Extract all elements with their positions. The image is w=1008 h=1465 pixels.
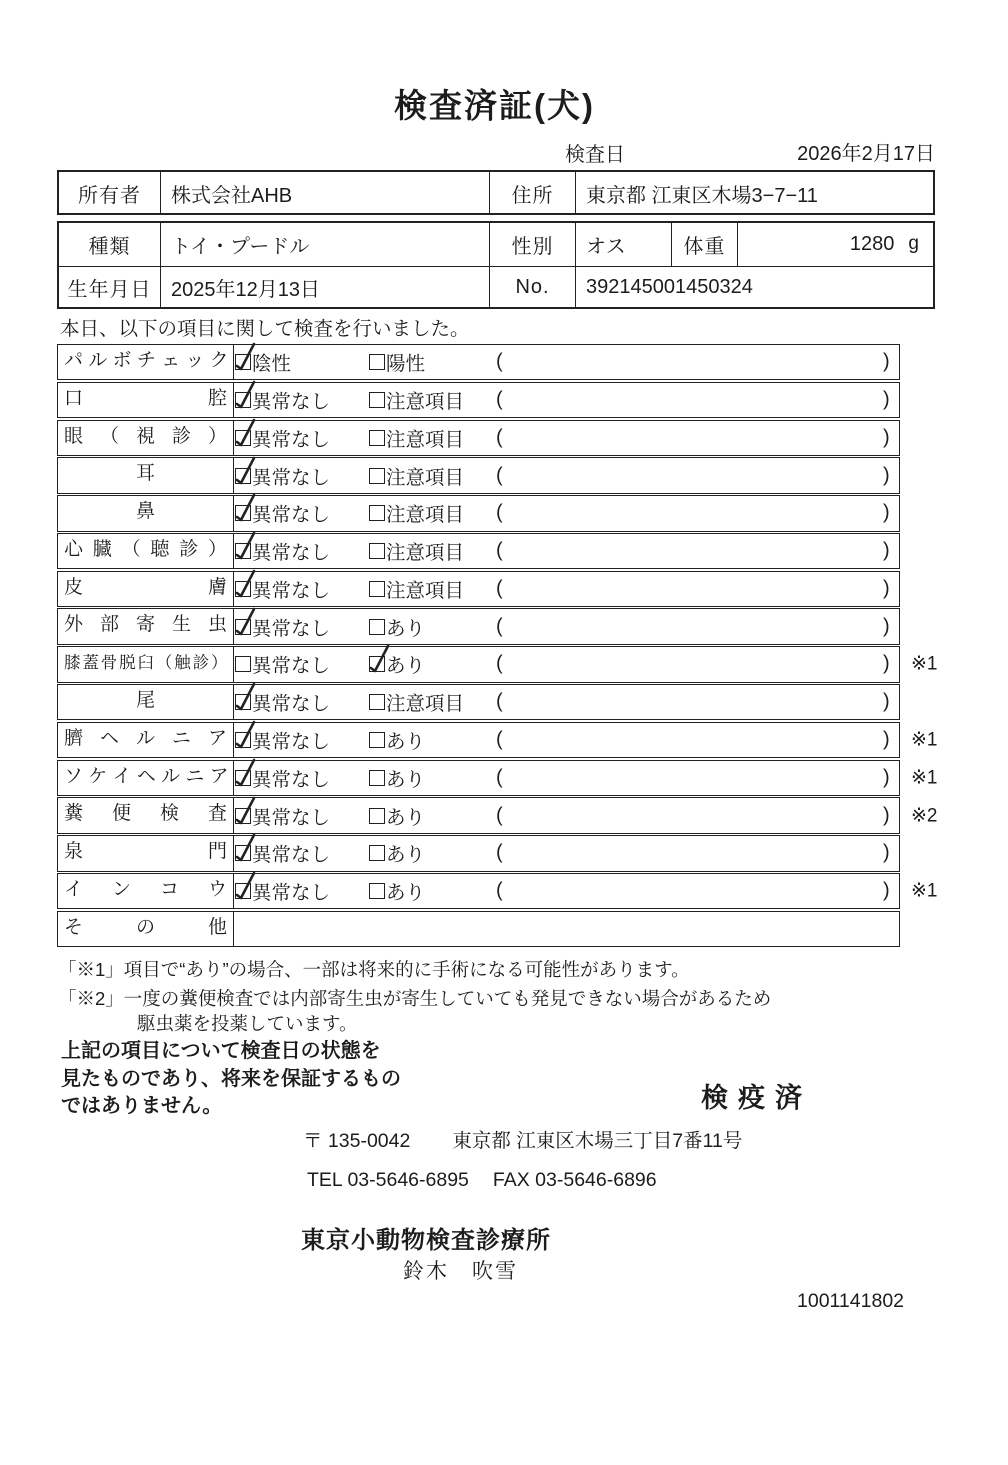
checklist-option	[235, 348, 291, 376]
row-note-marker: ※2	[911, 805, 938, 827]
checkbox-checked	[235, 505, 251, 521]
checklist-option-label: 陰性	[252, 353, 292, 376]
paren-close: )	[883, 804, 890, 827]
checklist-option	[369, 348, 425, 376]
examiner-name: 鈴木 吹雪	[403, 1260, 518, 1283]
checklist-option-label: あり	[386, 655, 426, 678]
checklist-option-label: 陽性	[386, 353, 426, 376]
footnote-1: 「※1」項目で“あり”の場合、一部は将来的に手術になる可能性があります。	[58, 959, 690, 980]
owner-value: 株式会社AHB	[160, 172, 489, 215]
checkbox-checked	[369, 656, 385, 672]
address-label: 住所	[489, 172, 575, 215]
exam-date-value: 2026年2月17日	[797, 143, 935, 165]
checklist-table	[57, 344, 938, 949]
checkbox-checked	[235, 392, 251, 408]
checklist-option-label: 異常なし	[252, 617, 331, 640]
checkbox-checked	[235, 732, 251, 748]
paren-close: )	[883, 690, 890, 713]
checklist-option	[235, 726, 330, 754]
checkbox-checked	[235, 430, 251, 446]
checklist-row	[57, 722, 938, 758]
paren-open: (	[496, 766, 503, 789]
checklist-option-label: 注意項目	[386, 579, 465, 602]
owner-row	[59, 172, 933, 215]
paren-open: (	[496, 879, 503, 902]
weight-number: 1280	[849, 232, 895, 255]
row-note-marker: ※1	[911, 653, 938, 675]
birth-value: 2025年12月13日	[160, 267, 489, 310]
paren-close: )	[883, 615, 890, 638]
paren-open: (	[496, 652, 503, 675]
checklist-option-label: 異常なし	[252, 579, 331, 602]
checklist-row	[57, 684, 900, 720]
checklist-item-label: 膝蓋骨脱臼（触診）	[58, 647, 234, 681]
checklist-option	[235, 575, 330, 603]
clinic-phone-line	[307, 1169, 657, 1192]
checkbox-unchecked	[369, 430, 385, 446]
checklist-row	[57, 382, 900, 418]
paren-open: (	[496, 350, 503, 373]
checkbox-unchecked	[369, 732, 385, 748]
checklist-option	[235, 537, 330, 565]
checklist-option	[235, 424, 330, 452]
checklist-item-label: 鼻	[58, 496, 234, 530]
checklist-item-label: パ ル ボ チ ェ ッ ク	[58, 345, 234, 379]
checkbox-checked	[235, 808, 251, 824]
checklist-row	[57, 873, 938, 909]
checklist-row	[57, 835, 900, 871]
checklist-option-label: 注意項目	[386, 390, 465, 413]
checklist-option-label: 異常なし	[252, 768, 331, 791]
checklist-option	[369, 499, 464, 527]
checkbox-unchecked	[369, 694, 385, 710]
weight-label: 体重	[671, 223, 737, 266]
checklist-option-label: あり	[386, 617, 426, 640]
breed-value: トイ・プードル	[160, 223, 489, 266]
checkbox-unchecked	[369, 619, 385, 635]
paren-close: )	[883, 501, 890, 524]
checklist-option	[235, 688, 330, 716]
checklist-row	[57, 533, 900, 569]
clinic-address: 東京都 江東区木場三丁目7番11号	[452, 1130, 743, 1152]
birth-row	[59, 266, 933, 310]
checklist-option-label: あり	[386, 731, 426, 753]
checklist-option-label: 異常なし	[252, 655, 331, 678]
checklist-row	[57, 457, 900, 493]
owner-label: 所有者	[78, 184, 141, 207]
paren-open: (	[496, 464, 503, 487]
checklist-option	[369, 764, 425, 792]
no-label: No.	[489, 267, 575, 310]
checkbox-unchecked	[369, 808, 385, 824]
checklist-row	[57, 344, 900, 380]
checklist-option	[369, 575, 464, 603]
checklist-row	[57, 760, 938, 796]
disclaimer	[61, 1038, 401, 1121]
intro-text: 本日、以下の項目に関して検査を行いました。	[60, 318, 470, 340]
page-title: 検査済証(犬)	[394, 87, 595, 124]
checklist-row	[57, 911, 900, 947]
checklist-option	[369, 386, 464, 414]
checklist-option	[235, 386, 330, 414]
document-number: 1001141802	[797, 1290, 905, 1312]
checklist-option	[235, 877, 330, 905]
sex-value: オス	[575, 223, 671, 266]
checklist-option-label: あり	[386, 844, 426, 867]
checklist-item-label: 心 臓 （ 聴 診 ）	[58, 534, 234, 568]
checkbox-unchecked	[369, 543, 385, 559]
checkbox-unchecked	[369, 468, 385, 484]
checkbox-unchecked	[369, 581, 385, 597]
checklist-item-label: 尾	[58, 685, 234, 719]
paren-open: (	[496, 615, 503, 638]
checklist-option	[369, 688, 464, 716]
breed-row	[59, 223, 933, 266]
checklist-row	[57, 571, 900, 607]
checklist-option-label: 注意項目	[386, 466, 465, 489]
checklist-option	[369, 424, 464, 452]
checklist-option	[235, 802, 330, 830]
checkbox-unchecked	[235, 656, 251, 672]
checkbox-unchecked	[369, 845, 385, 861]
birth-label: 生年月日	[67, 279, 152, 302]
checklist-option	[369, 839, 425, 867]
checkbox-checked	[235, 581, 251, 597]
checklist-row	[57, 420, 900, 456]
paren-close: )	[883, 766, 890, 789]
checklist-option-label: あり	[386, 768, 426, 791]
clinic-tel: TEL 03-5646-6895	[307, 1169, 469, 1191]
paren-close: )	[883, 879, 890, 902]
paren-close: )	[883, 652, 890, 675]
no-value: 392145001450324	[575, 267, 933, 310]
paren-open: (	[496, 841, 503, 864]
checklist-option-label: 異常なし	[252, 466, 331, 489]
checklist-option-label: 注意項目	[386, 504, 465, 527]
paren-open: (	[496, 539, 503, 562]
checklist-option-label: 異常なし	[252, 390, 331, 413]
checklist-option-label: 異常なし	[252, 542, 331, 565]
checklist-row	[57, 797, 938, 833]
paren-open: (	[496, 426, 503, 449]
paren-close: )	[883, 577, 890, 600]
row-note-marker: ※1	[911, 880, 938, 902]
checklist-item-label: 臍 ヘ ル ニ ア	[58, 723, 234, 757]
quarantine-stamp: 検疫済	[701, 1083, 812, 1113]
checklist-option	[369, 537, 464, 565]
checklist-option	[235, 499, 330, 527]
weight-unit: g	[908, 233, 919, 255]
row-note-marker: ※1	[911, 729, 938, 751]
disclaimer-line-2: 見たものであり、将来を保証するもの	[61, 1067, 401, 1090]
checkbox-unchecked	[369, 354, 385, 370]
sex-label: 性別	[489, 223, 575, 266]
checkbox-checked	[235, 543, 251, 559]
footnote-2-continued: 駆虫薬を投薬しています。	[137, 1013, 358, 1034]
checklist-item-label: 耳	[58, 458, 234, 492]
checklist-option	[235, 839, 330, 867]
paren-close: )	[883, 539, 890, 562]
checklist-item-label: 口 腔	[58, 383, 234, 417]
checkbox-unchecked	[369, 770, 385, 786]
paren-close: )	[883, 350, 890, 373]
footnote-2: 「※2」一度の糞便検査では内部寄生虫が寄生していても発見できない場合があるため	[58, 988, 772, 1009]
checklist-option	[235, 650, 330, 678]
checklist-item-label: ソ ケ イ ヘ ル ニ ア	[58, 761, 234, 795]
checkbox-checked	[235, 354, 251, 370]
paren-close: )	[883, 728, 890, 751]
paren-close: )	[883, 464, 890, 487]
checkbox-checked	[235, 770, 251, 786]
weight-value	[737, 223, 933, 266]
paren-close: )	[883, 426, 890, 449]
paren-close: )	[883, 388, 890, 411]
breed-label: 種類	[88, 235, 131, 258]
paren-open: (	[496, 690, 503, 713]
checklist-row	[57, 646, 938, 682]
checkbox-unchecked	[369, 392, 385, 408]
checklist-option	[369, 877, 425, 905]
checklist-item-label: 外 部 寄 生 虫	[58, 609, 234, 643]
checkbox-unchecked	[369, 883, 385, 899]
animal-table	[57, 221, 935, 309]
checklist-item-label: そ の 他	[58, 912, 234, 946]
owner-table	[57, 170, 935, 215]
paren-open: (	[496, 388, 503, 411]
paren-open: (	[496, 804, 503, 827]
checklist-option-label: 異常なし	[252, 882, 331, 905]
checklist-option-label: 注意項目	[386, 693, 465, 716]
checklist-option-label: 注意項目	[386, 428, 465, 451]
checklist-option-label: あり	[386, 806, 426, 829]
checklist-option-label: 異常なし	[252, 504, 331, 527]
row-note-marker: ※1	[911, 767, 938, 789]
checklist-option	[369, 613, 425, 641]
checklist-option-label: 異常なし	[252, 731, 331, 753]
checklist-option-label: 異常なし	[252, 806, 331, 829]
checkbox-checked	[235, 883, 251, 899]
postal-code: 〒 135-0042	[303, 1130, 411, 1152]
paren-open: (	[496, 501, 503, 524]
checkbox-checked	[235, 694, 251, 710]
checklist-item-label: 糞 便 検 査	[58, 798, 234, 832]
checklist-item-label: イ ン コ ウ	[58, 874, 234, 908]
paren-close: )	[883, 841, 890, 864]
checklist-option	[369, 650, 425, 678]
checklist-option	[369, 462, 464, 490]
address-value: 東京都 江東区木場3−7−11	[575, 172, 933, 215]
paren-open: (	[496, 577, 503, 600]
clinic-address-line	[303, 1125, 742, 1153]
checklist-option-label: 異常なし	[252, 693, 331, 716]
checklist-item-label: 眼 （ 視 診 ）	[58, 421, 234, 455]
checklist-option	[369, 802, 425, 830]
disclaimer-line-3: ではありません。	[61, 1095, 223, 1117]
clinic-name: 東京小動物検査診療所	[301, 1227, 551, 1254]
checklist-option-label: 注意項目	[386, 542, 465, 565]
checklist-option-label: あり	[386, 882, 426, 905]
checkbox-checked	[235, 619, 251, 635]
checkbox-checked	[235, 845, 251, 861]
checkbox-unchecked	[369, 505, 385, 521]
paren-open: (	[496, 728, 503, 751]
checklist-option	[235, 462, 330, 490]
checklist-option	[369, 726, 425, 754]
checklist-item-label: 皮 膚	[58, 572, 234, 606]
disclaimer-line-1: 上記の項目について検査日の状態を	[61, 1040, 381, 1062]
exam-date-label: 検査日	[565, 144, 625, 166]
clinic-fax: FAX 03-5646-6896	[492, 1169, 657, 1191]
checklist-option	[235, 764, 330, 792]
checklist-option	[235, 613, 330, 641]
checklist-item-label: 泉 門	[58, 836, 234, 870]
checklist-row	[57, 495, 900, 531]
checklist-option-label: 異常なし	[252, 844, 331, 867]
checklist-row	[57, 608, 900, 644]
checklist-option-label: 異常なし	[252, 428, 331, 451]
checkbox-checked	[235, 468, 251, 484]
